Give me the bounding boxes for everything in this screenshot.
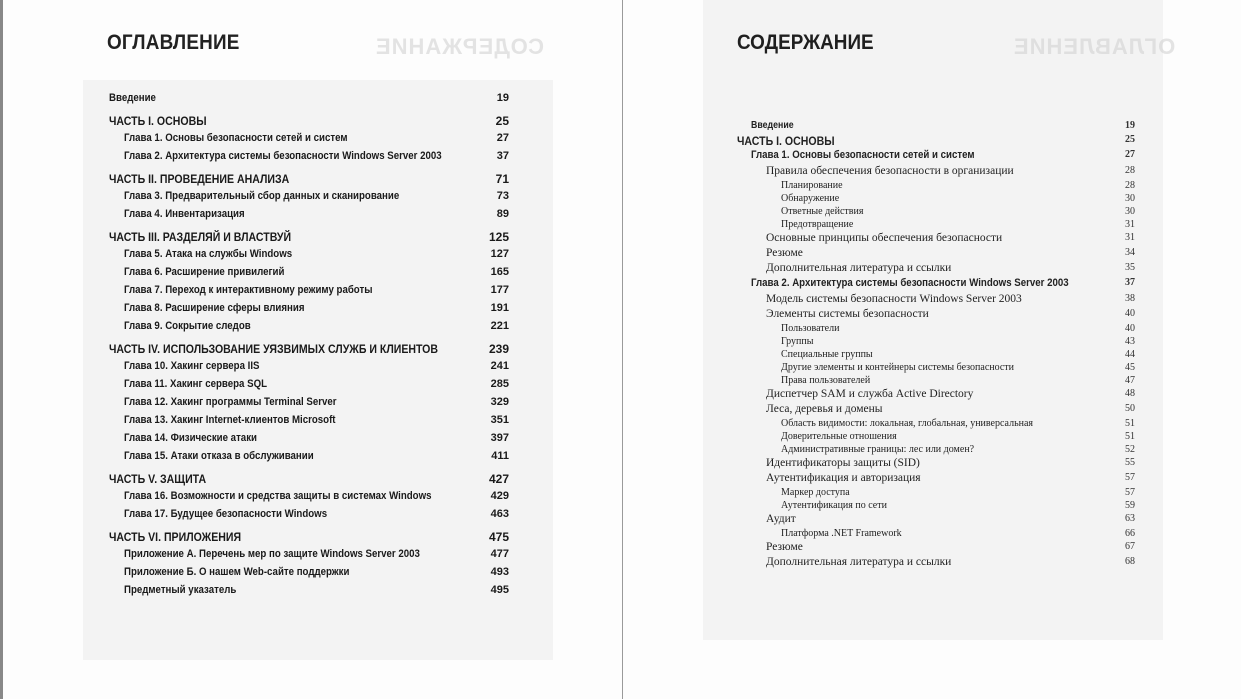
toc-entry-part [109, 230, 509, 248]
toc-entry-page-number: 19 [1125, 120, 1135, 131]
toc-entry-title: ЧАСТЬ VI. ПРИЛОЖЕНИЯ [109, 530, 242, 544]
toc-entry-section [751, 513, 1135, 528]
toc-entry-page-number: 50 [1125, 403, 1135, 414]
toc-entry-title: Дополнительная литература и ссылки [766, 262, 952, 274]
toc-entry-section [751, 472, 1135, 487]
toc-entry-page-number: 30 [1125, 193, 1135, 204]
toc-entry-part [109, 530, 509, 548]
toc-entry-title: Предотвращение [781, 219, 854, 230]
toc-entry-title: Глава 15. Атаки отказа в обслуживании [124, 450, 314, 462]
toc-entry-chapter [109, 490, 509, 508]
toc-entry-title: Права пользователей [781, 375, 871, 386]
toc-entry-page-number: 48 [1125, 388, 1135, 399]
toc-entry-part [109, 172, 509, 190]
toc-entry-page-number: 25 [495, 114, 509, 128]
toc-entry-section [751, 247, 1135, 262]
right-page [623, 0, 1241, 699]
toc-entry-sub [751, 193, 1135, 206]
toc-entry-page-number: 125 [488, 230, 509, 244]
toc-entry-page-number: 477 [490, 548, 509, 560]
toc-entry-section [751, 388, 1135, 403]
mirrored-bleed-heading: ОГЛАВЛЕНИЕ [1013, 34, 1176, 59]
toc-entry-title: Глава 9. Сокрытие следов [124, 320, 251, 332]
toc-entry-section [751, 232, 1135, 247]
toc-entry-sub [751, 500, 1135, 513]
toc-entry-page-number: 63 [1125, 513, 1135, 524]
toc-entry-page-number: 40 [1125, 323, 1135, 334]
toc-entry-title: Другие элементы и контейнеры системы безопасности [781, 362, 1015, 373]
toc-entry-page-number: 45 [1125, 362, 1135, 373]
toc-entry-page-number: 19 [496, 92, 509, 104]
toc-entry-page-number: 191 [490, 302, 509, 314]
toc-entry-title: Глава 10. Хакинг сервера IIS [124, 360, 260, 372]
toc-entry-page-number: 493 [490, 566, 509, 578]
toc-entry-page-number: 57 [1125, 472, 1135, 483]
toc-entry-page-number: 71 [495, 172, 509, 186]
toc-entry-title: Глава 1. Основы безопасности сетей и систем [124, 132, 348, 144]
toc-entry-title: Маркер доступа [781, 487, 850, 498]
toc-entry-page-number: 285 [490, 378, 509, 390]
toc-entry-title: ЧАСТЬ II. ПРОВЕДЕНИЕ АНАЛИЗА [109, 172, 290, 186]
left-page-title: ОГЛАВЛЕНИЕ [107, 31, 240, 54]
toc-entry-part [737, 134, 1135, 149]
toc-entry-sub [751, 528, 1135, 541]
toc-entry-title: Глава 14. Физические атаки [124, 432, 257, 444]
toc-entry-page-number: 38 [1125, 293, 1135, 304]
right-toc-list [737, 120, 1135, 571]
toc-entry-title: Аутентификация по сети [781, 500, 887, 511]
toc-entry-chapter [109, 508, 509, 526]
toc-entry-page-number: 44 [1125, 349, 1135, 360]
toc-entry-title: Аудит [766, 513, 796, 525]
toc-entry-chapter [751, 277, 1135, 293]
toc-entry-chapter [109, 266, 509, 284]
toc-entry-title: Диспетчер SAM и служба Active Directory [766, 388, 974, 400]
right-page-title: СОДЕРЖАНИЕ [737, 31, 874, 54]
toc-entry-title: Доверительные отношения [781, 431, 897, 442]
toc-entry-page-number: 40 [1125, 308, 1135, 319]
toc-entry-title: Идентификаторы защиты (SID) [766, 457, 920, 469]
toc-entry-title: Глава 8. Расширение сферы влияния [124, 302, 305, 314]
toc-entry-page-number: 241 [490, 360, 509, 372]
toc-entry-title: Группы [781, 336, 814, 347]
toc-entry-page-number: 427 [488, 472, 509, 486]
toc-entry-sub [751, 323, 1135, 336]
toc-entry-section [751, 457, 1135, 472]
toc-entry-sub [751, 487, 1135, 500]
toc-entry-sub [751, 418, 1135, 431]
toc-entry-page-number: 66 [1125, 528, 1135, 539]
toc-entry-page-number: 73 [496, 190, 509, 202]
toc-entry-page-number: 25 [1125, 134, 1135, 145]
toc-entry-title: Глава 6. Расширение привилегий [124, 266, 285, 278]
toc-entry-title: Глава 4. Инвентаризация [124, 208, 245, 220]
toc-entry-page-number: 51 [1125, 431, 1135, 442]
toc-entry-page-number: 31 [1125, 232, 1135, 243]
toc-entry-page-number: 127 [490, 248, 509, 260]
toc-entry-title: Основные принципы обеспечения безопасности [766, 232, 1003, 244]
toc-entry-title: Планирование [781, 180, 843, 191]
toc-entry-title: Дополнительная литература и ссылки [766, 556, 952, 568]
toc-entry-title: Глава 12. Хакинг программы Terminal Server [124, 396, 337, 408]
toc-entry-page-number: 411 [491, 450, 509, 462]
toc-entry-section [751, 308, 1135, 323]
toc-entry-title: Глава 2. Архитектура системы безопасности Windows Server 2003 [751, 277, 1069, 289]
toc-entry-page-number: 35 [1125, 262, 1135, 273]
toc-entry-chapter [109, 450, 509, 468]
toc-entry-sub [751, 219, 1135, 232]
toc-entry-page-number: 57 [1125, 487, 1135, 498]
toc-entry-title: Введение [751, 120, 794, 131]
toc-entry-chapter [109, 396, 509, 414]
toc-entry-page-number: 52 [1125, 444, 1135, 455]
toc-entry-title: Глава 7. Переход к интерактивному режиму работы [124, 284, 373, 296]
toc-entry-part [109, 342, 509, 360]
toc-entry-title: Введение [109, 92, 156, 104]
toc-entry-chapter [109, 190, 509, 208]
toc-entry-page-number: 495 [490, 584, 509, 596]
toc-entry-chapter [109, 248, 509, 266]
toc-entry-page-number: 475 [488, 530, 509, 544]
toc-entry-page-number: 37 [496, 150, 509, 162]
toc-entry-sub [751, 206, 1135, 219]
toc-entry-page-number: 68 [1125, 556, 1135, 567]
toc-entry-title: ЧАСТЬ IV. ИСПОЛЬЗОВАНИЕ УЯЗВИМЫХ СЛУЖБ И КЛИЕНТОВ [109, 342, 439, 356]
toc-entry-title: ЧАСТЬ I. ОСНОВЫ [737, 134, 835, 148]
toc-entry-intro [751, 120, 1135, 134]
toc-entry-page-number: 177 [490, 284, 509, 296]
toc-entry-chapter [109, 566, 509, 584]
toc-entry-page-number: 165 [490, 266, 509, 278]
toc-entry-title: Глава 5. Атака на службы Windows [124, 248, 293, 260]
toc-entry-page-number: 67 [1125, 541, 1135, 552]
toc-entry-part [109, 114, 509, 132]
toc-entry-page-number: 221 [490, 320, 509, 332]
toc-entry-title: ЧАСТЬ I. ОСНОВЫ [109, 114, 207, 128]
toc-entry-intro [109, 92, 509, 110]
toc-entry-sub [751, 336, 1135, 349]
toc-entry-chapter [109, 432, 509, 450]
toc-entry-section [751, 293, 1135, 308]
toc-entry-title: Специальные группы [781, 349, 873, 360]
toc-entry-section [751, 165, 1135, 180]
toc-entry-chapter [751, 149, 1135, 165]
toc-entry-page-number: 429 [490, 490, 509, 502]
toc-entry-page-number: 30 [1125, 206, 1135, 217]
toc-entry-section [751, 556, 1135, 571]
toc-entry-title: Пользователи [781, 323, 840, 334]
toc-entry-page-number: 28 [1125, 180, 1135, 191]
toc-entry-part [109, 472, 509, 490]
toc-entry-title: Резюме [766, 247, 803, 259]
toc-entry-title: Глава 13. Хакинг Internet-клиентов Microsoft [124, 414, 336, 426]
mirrored-bleed-heading: СОДЕРЖАНИЕ [375, 34, 545, 59]
toc-entry-title: Резюме [766, 541, 803, 553]
toc-entry-chapter [109, 360, 509, 378]
toc-entry-title: Обнаружение [781, 193, 840, 204]
toc-entry-title: Приложение А. Перечень мер по защите Windows Server 2003 [124, 548, 420, 560]
toc-entry-title: ЧАСТЬ V. ЗАЩИТА [109, 472, 207, 486]
toc-entry-chapter [109, 548, 509, 566]
toc-entry-page-number: 47 [1125, 375, 1135, 386]
toc-entry-page-number: 55 [1125, 457, 1135, 468]
toc-entry-title: Глава 1. Основы безопасности сетей и систем [751, 149, 975, 161]
toc-entry-sub [751, 375, 1135, 388]
toc-entry-title: Правила обеспечения безопасности в организации [766, 165, 1014, 177]
toc-entry-title: Административные границы: лес или домен? [781, 444, 975, 455]
toc-entry-title: Платформа .NET Framework [781, 528, 902, 539]
toc-entry-chapter [109, 132, 509, 150]
toc-entry-chapter [109, 208, 509, 226]
toc-entry-page-number: 34 [1125, 247, 1135, 258]
toc-entry-title: ЧАСТЬ III. РАЗДЕЛЯЙ И ВЛАСТВУЙ [109, 230, 292, 244]
toc-entry-title: Глава 17. Будущее безопасности Windows [124, 508, 328, 520]
toc-entry-page-number: 31 [1125, 219, 1135, 230]
toc-entry-title: Глава 16. Возможности и средства защиты в системах Windows [124, 490, 432, 502]
toc-entry-title: Элементы системы безопасности [766, 308, 929, 320]
toc-entry-sub [751, 180, 1135, 193]
toc-entry-chapter [109, 150, 509, 168]
toc-entry-title: Область видимости: локальная, глобальная, универсальная [781, 418, 1034, 429]
toc-entry-page-number: 397 [490, 432, 509, 444]
toc-entry-page-number: 463 [490, 508, 509, 520]
toc-entry-page-number: 27 [1125, 149, 1135, 160]
toc-entry-page-number: 28 [1125, 165, 1135, 176]
toc-entry-title: Глава 2. Архитектура системы безопасности Windows Server 2003 [124, 150, 442, 162]
toc-entry-chapter [109, 320, 509, 338]
toc-entry-section [751, 403, 1135, 418]
toc-entry-sub [751, 431, 1135, 444]
toc-entry-page-number: 329 [490, 396, 509, 408]
toc-entry-title: Модель системы безопасности Windows Server 2003 [766, 293, 1022, 305]
toc-entry-chapter [109, 414, 509, 432]
toc-entry-page-number: 89 [496, 208, 509, 220]
toc-entry-page-number: 37 [1125, 277, 1135, 288]
toc-entry-sub [751, 349, 1135, 362]
toc-entry-title: Приложение Б. О нашем Web-сайте поддержки [124, 566, 350, 578]
toc-entry-sub [751, 444, 1135, 457]
toc-entry-page-number: 27 [496, 132, 509, 144]
toc-entry-sub [751, 362, 1135, 375]
toc-entry-section [751, 541, 1135, 556]
toc-entry-page-number: 239 [488, 342, 509, 356]
toc-entry-title: Глава 3. Предварительный сбор данных и сканирование [124, 190, 400, 202]
toc-entry-title: Аутентификация и авторизация [766, 472, 921, 484]
toc-entry-title: Ответные действия [781, 206, 864, 217]
toc-entry-chapter [109, 584, 509, 602]
left-toc-list [109, 92, 509, 602]
toc-entry-page-number: 351 [490, 414, 509, 426]
toc-entry-page-number: 59 [1125, 500, 1135, 511]
toc-entry-section [751, 262, 1135, 277]
toc-entry-chapter [109, 284, 509, 302]
toc-entry-page-number: 43 [1125, 336, 1135, 347]
toc-entry-chapter [109, 378, 509, 396]
toc-entry-title: Предметный указатель [124, 584, 237, 596]
toc-entry-page-number: 51 [1125, 418, 1135, 429]
toc-entry-title: Глава 11. Хакинг сервера SQL [124, 378, 268, 390]
toc-entry-chapter [109, 302, 509, 320]
toc-entry-title: Леса, деревья и домены [766, 403, 883, 415]
